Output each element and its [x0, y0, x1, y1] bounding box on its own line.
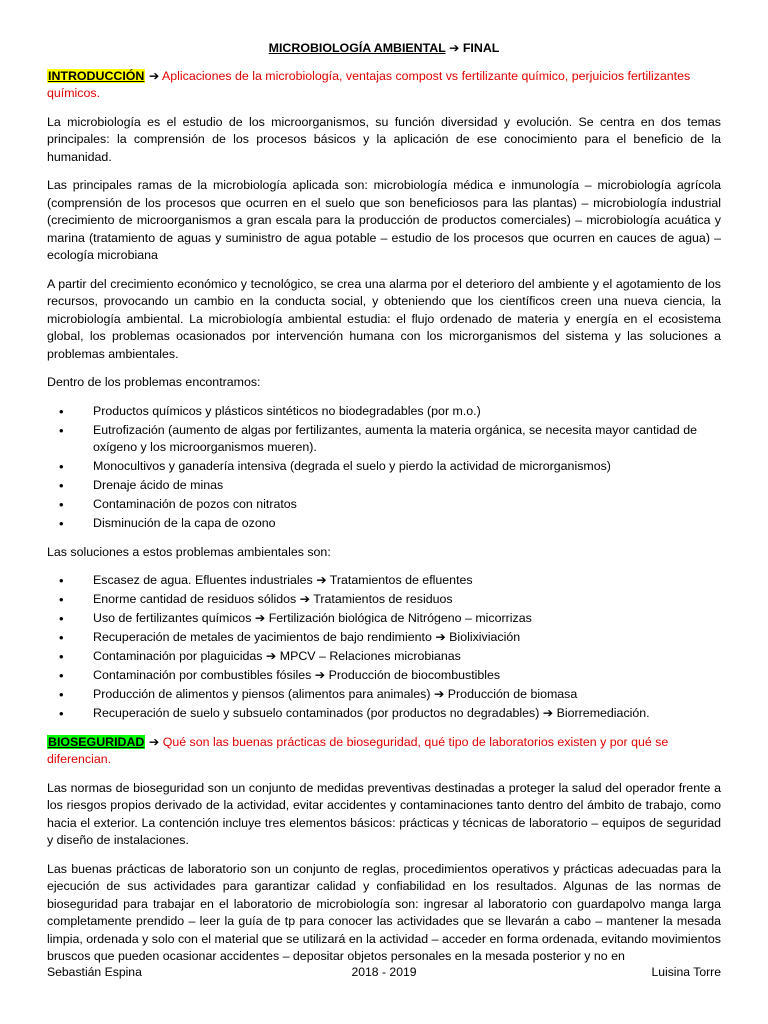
- list-item: [47, 629, 721, 647]
- bioseguridad-paragraph-2: Las buenas prácticas de laboratorio son un conjunto de reglas, procedimientos operativos y prácticas adecuadas para la ejecución de sus actividades para garantizar calidad y confiabilidad en los resultados. Algunas de las normas de bioseguridad para trabajar en el laboratorio de microbiología son: ingresar al laboratorio con guardapolvo manga larga completamente prendido – leer la guía de tp para conocer las actividades que se llevarán a cabo – mantener la mesada limpia, ordenada y solo con el material que se utilizará en la actividad – acceder en forma ordenada, evitando movimientos bruscos que pueden ocasionar accidentes – depositar objetos personales en la mesada posterior y no en: [47, 861, 721, 963]
- solution-problem: Recuperación de suelo y subsuelo contaminados (por productos no degradables): [93, 706, 540, 720]
- list-item: • Disminución de la capa de ozono: [47, 515, 721, 533]
- arrow-icon: ➔: [314, 668, 326, 682]
- arrow-icon: ➔: [265, 649, 277, 663]
- solution-text: Fertilización biológica de Nitrógeno – micorrizas: [268, 611, 532, 625]
- solution-problem: Contaminación por plaguicidas: [93, 649, 263, 663]
- solution-text: Tratamientos de efluentes: [329, 573, 473, 587]
- list-item: [47, 572, 721, 590]
- bioseguridad-topics: Qué son las buenas prácticas de bioseguridad, qué tipo de laboratorios existen y por qué se diferencian.: [47, 734, 669, 766]
- solution-problem: Enorme cantidad de residuos sólidos: [93, 592, 297, 606]
- title-suffix: FINAL: [462, 41, 500, 55]
- arrow-icon: ➔: [148, 734, 160, 749]
- solution-text: MPCV – Relaciones microbianas: [279, 649, 461, 663]
- footer-years: 2018 - 2019: [351, 965, 417, 979]
- intro-heading: INTRODUCCIÓN: [48, 68, 145, 83]
- bioseguridad-heading-line: [47, 734, 721, 769]
- solution-problem: Contaminación por combustibles fósiles: [93, 668, 312, 682]
- page-footer: [47, 964, 721, 982]
- list-item: [47, 667, 721, 685]
- list-item: [47, 686, 721, 704]
- solution-text: Producción de biocombustibles: [328, 668, 501, 682]
- list-item: [47, 591, 721, 609]
- arrow-icon: ➔: [316, 573, 327, 587]
- arrow-icon: ➔: [254, 611, 266, 625]
- arrow-icon: ➔: [542, 706, 554, 720]
- solution-problem: Escasez de agua. Efluentes industriales: [93, 573, 313, 587]
- bioseguridad-heading: BIOSEGURIDAD: [48, 734, 145, 749]
- list-item: [47, 705, 721, 723]
- list-item: [47, 610, 721, 628]
- list-item: • Productos químicos y plásticos sintéticos no biodegradables (por m.o.): [47, 403, 721, 421]
- document-title: [47, 40, 721, 58]
- intro-heading-line: [47, 68, 721, 103]
- solution-text: Biorremediación.: [556, 706, 650, 720]
- problems-intro: Dentro de los problemas encontramos:: [47, 375, 261, 389]
- problems-list: [47, 403, 721, 533]
- arrow-icon: ➔: [148, 68, 160, 83]
- list-item: [47, 648, 721, 666]
- arrow-icon: ➔: [433, 687, 445, 701]
- document-body: [47, 40, 721, 977]
- solutions-list: [47, 572, 721, 723]
- footer-author-left: Sebastián Espina: [47, 965, 142, 979]
- solution-text: Biolixiviación: [449, 630, 521, 644]
- solution-text: Producción de biomasa: [447, 687, 578, 701]
- intro-paragraph-1: La microbiología es el estudio de los microorganismos, su función diversidad y evolución. Se centra en dos temas principales: la comprensión de los procesos básicos y la aplicación de ese conocimiento para el beneficio de la humanidad.: [47, 114, 721, 164]
- title-text: MICROBIOLOGÍA AMBIENTAL: [268, 41, 446, 55]
- solutions-intro: Las soluciones a estos problemas ambientales son:: [47, 544, 331, 559]
- arrow-icon: ➔: [449, 41, 460, 55]
- solution-problem: Recuperación de metales de yacimientos de bajo rendimiento: [93, 630, 432, 644]
- intro-topics: Aplicaciones de la microbiología, ventajas compost vs fertilizante químico, perjuicios fertilizantes químicos.: [47, 68, 691, 100]
- intro-paragraph-2: Las principales ramas de la microbiología aplicada son: microbiología médica e inmunología – microbiología agrícola (comprensión de los procesos que ocurren en el suelo que son beneficiosos para las plantas) – microbiología industrial (crecimiento de microorganismos a gran escala para la producción de productos comerciales) – microbiología acuática y marina (tratamiento de aguas y suministro de agua potable – estudio de los procesos que ocurren en cauces de agua) – ecología microbiana: [47, 178, 721, 262]
- bioseguridad-paragraph-1: Las normas de bioseguridad son un conjunto de medidas preventivas destinadas a proteger la salud del operador frente a los riesgos propios derivado de la actividad, evitar accidentes y contaminaciones tanto dentro del ámbito de trabajo, como hacia el exterior. La contención incluye tres elementos básicos: prácticas y técnicas de laboratorio – equipos de seguridad y diseño de instalaciones.: [47, 780, 721, 847]
- solution-text: Tratamientos de residuos: [313, 592, 453, 606]
- list-item: • Monocultivos y ganadería intensiva (degrada el suelo y pierdo la actividad de microrganismos): [47, 458, 721, 476]
- intro-paragraph-3: A partir del crecimiento económico y tecnológico, se crea una alarma por el deterioro del ambiente y el agotamiento de los recursos, provocando un cambio en la conducta social, y obteniendo que los científicos creen una nueva ciencia, la microbiología ambiental. La microbiología ambiental estudia: el flujo ordenado de materia y energía en el ecosistema global, los problemas ocasionados por intervención humana con los microrganismos del sistema y las soluciones a problemas ambientales.: [47, 276, 721, 361]
- list-item: • Contaminación de pozos con nitratos: [47, 496, 721, 514]
- arrow-icon: ➔: [435, 630, 446, 644]
- list-item: • Eutrofización (aumento de algas por fertilizantes, aumenta la materia orgánica, se necesita mayor cantidad de oxígeno y los microorganismos mueren).: [47, 422, 721, 457]
- solution-problem: Uso de fertilizantes químicos: [93, 611, 252, 625]
- arrow-icon: ➔: [299, 592, 311, 606]
- list-item: • Drenaje ácido de minas: [47, 477, 721, 495]
- solution-problem: Producción de alimentos y piensos (alimentos para animales): [93, 687, 431, 701]
- footer-author-right: Luisina Torre: [651, 965, 722, 979]
